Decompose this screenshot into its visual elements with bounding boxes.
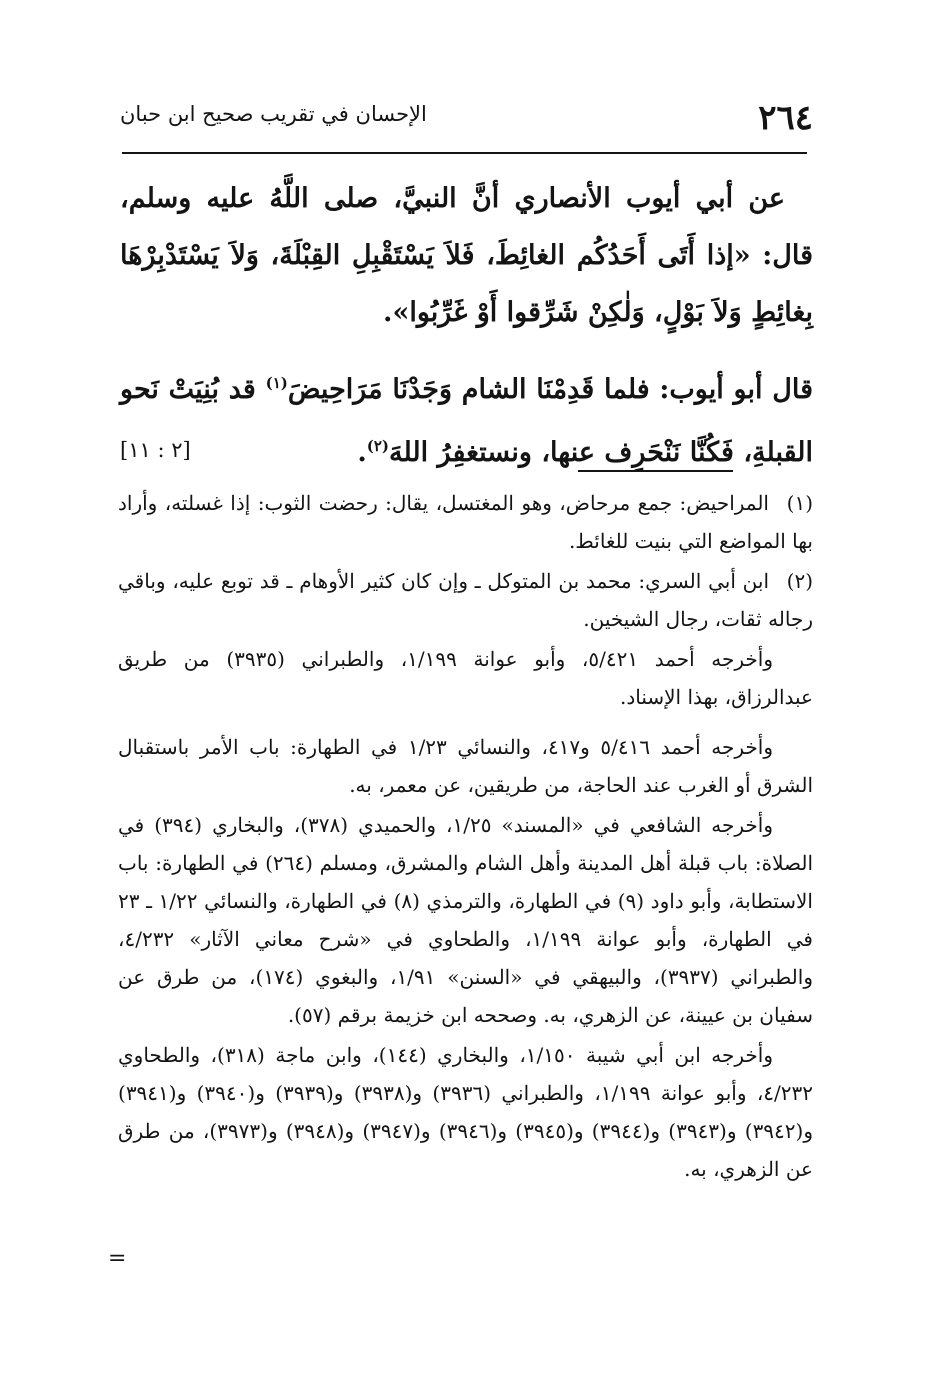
hadith-paragraph-2-text-a: قال أبو أيوب: فلما قَدِمْنَا الشام وَجَدْنَا مَرَاحِيضَ bbox=[287, 374, 814, 405]
footnote-2-takhrij-3: وأخرجه الشافعي في «المسند» ١/٢٥، والحميدي (٣٧٨)، والبخاري (٣٩٤) في الصلاة: باب قبلة أهل المدينة وأهل الشام والمشرق، ومسلم (٢٦٤) في الطهارة: باب الاستطابة، وأبو داود (٩) في الطهارة، والترمذي (٨) في الطهارة، والنسائي ١/٢٢ ـ ٢٣ في الطهارة، وأبو عوانة ١/١٩٩، والطحاوي في «شرح معاني الآثار» ٤/٢٣٢، والطبراني (٣٩٣٧)، والبيهقي في «السنن» ١/٩١، والبغوي (١٧٤)، من طرق عن سفيان بن عيينة، عن الزهري، به. وصححه ابن خزيمة برقم (٥٧). bbox=[118, 813, 813, 1027]
hadith-reference: [٢ : ١١] bbox=[120, 438, 191, 462]
footnote-number: (٢) bbox=[786, 569, 813, 593]
hadith-paragraph-2-end: . bbox=[357, 437, 367, 468]
footnote-number: (١) bbox=[786, 491, 813, 515]
header-rule bbox=[122, 152, 807, 154]
hadith-paragraph-1 bbox=[120, 170, 813, 341]
running-title: الإحسان في تقريب صحيح ابن حبان bbox=[120, 102, 427, 126]
footnote-separator bbox=[578, 470, 733, 472]
footnote-2-takhrij-4: وأخرجه ابن أبي شيبة ١/١٥٠، والبخاري (١٤٤)، وابن ماجة (٣١٨)، والطحاوي ٤/٢٣٢، وأبو عوانة ١/١٩٩، والطبراني (٣٩٣٦) و(٣٩٣٨) و(٣٩٣٩) و(٣٩٤٠) و(٣٩٤١) و(٣٩٤٢) و(٣٩٤٣) و(٣٩٤٤) و(٣٩٤٥) و(٣٩٤٦) و(٣٩٤٧) و(٣٩٤٨) و(٣٩٧٣)، من طرق عن الزهري، به. bbox=[118, 1043, 814, 1181]
hadith-paragraph-2-text-b: قد بُنِيَتْ نَحو القبلةِ، فَكُنَّا نَنْحَرِف عنها، ونستغفِرُ اللهَ bbox=[120, 374, 813, 468]
page-number: ٢٦٤ bbox=[758, 98, 813, 138]
footnote-2 bbox=[118, 562, 813, 638]
footnote-1 bbox=[118, 484, 813, 560]
footnote-2-takhrij-2: وأخرجه أحمد ٥/٤١٦ و٤١٧، والنسائي ١/٢٣ في الطهارة: باب الأمر باستقبال الشرق أو الغرب عند الحاجة، من طريقين، عن معمر، به. bbox=[118, 735, 813, 797]
footnotes bbox=[118, 484, 813, 1188]
footnote-ref-1: (١) bbox=[265, 374, 288, 392]
footnote-ref-2: (٢) bbox=[366, 437, 390, 455]
footnote-text: المراحيض: جمع مرحاض، وهو المغتسل، يقال: رحضت الثوب: إذا غسلته، وأراد بها المواضع التي بنيت للغائط. bbox=[118, 491, 813, 553]
hadith-text bbox=[120, 170, 813, 481]
hadith-paragraph-2 bbox=[120, 355, 813, 481]
footnote-text: ابن أبي السري: محمد بن المتوكل ـ وإن كان كثير الأوهام ـ قد توبع عليه، وباقي رجاله ثقات، رجال الشيخين. bbox=[118, 569, 813, 631]
hadith-paragraph-1-text: عن أبي أيوب الأنصاري أنَّ النبيَّ، صلى اللَّهُ عليه وسلم، قال: «إذا أَتَى أَحَدُكُم الغائِطَ، فَلاَ يَسْتَقْبِلِ القِبْلَةَ، وَلاَ يَسْتَدْبِرْهَا بِغائِطٍ وَلاَ بَوْلٍ، وَلٰكِنْ شَرِّقوا أَوْ غَرِّبُوا». bbox=[120, 183, 813, 328]
footnote-2-takhrij-1: وأخرجه أحمد ٥/٤٢١، وأبو عوانة ١/١٩٩، والطبراني (٣٩٣٥) من طريق عبدالرزاق، بهذا الإسناد. bbox=[118, 647, 813, 709]
continuation-mark: = bbox=[108, 1246, 127, 1271]
running-header bbox=[120, 92, 813, 140]
